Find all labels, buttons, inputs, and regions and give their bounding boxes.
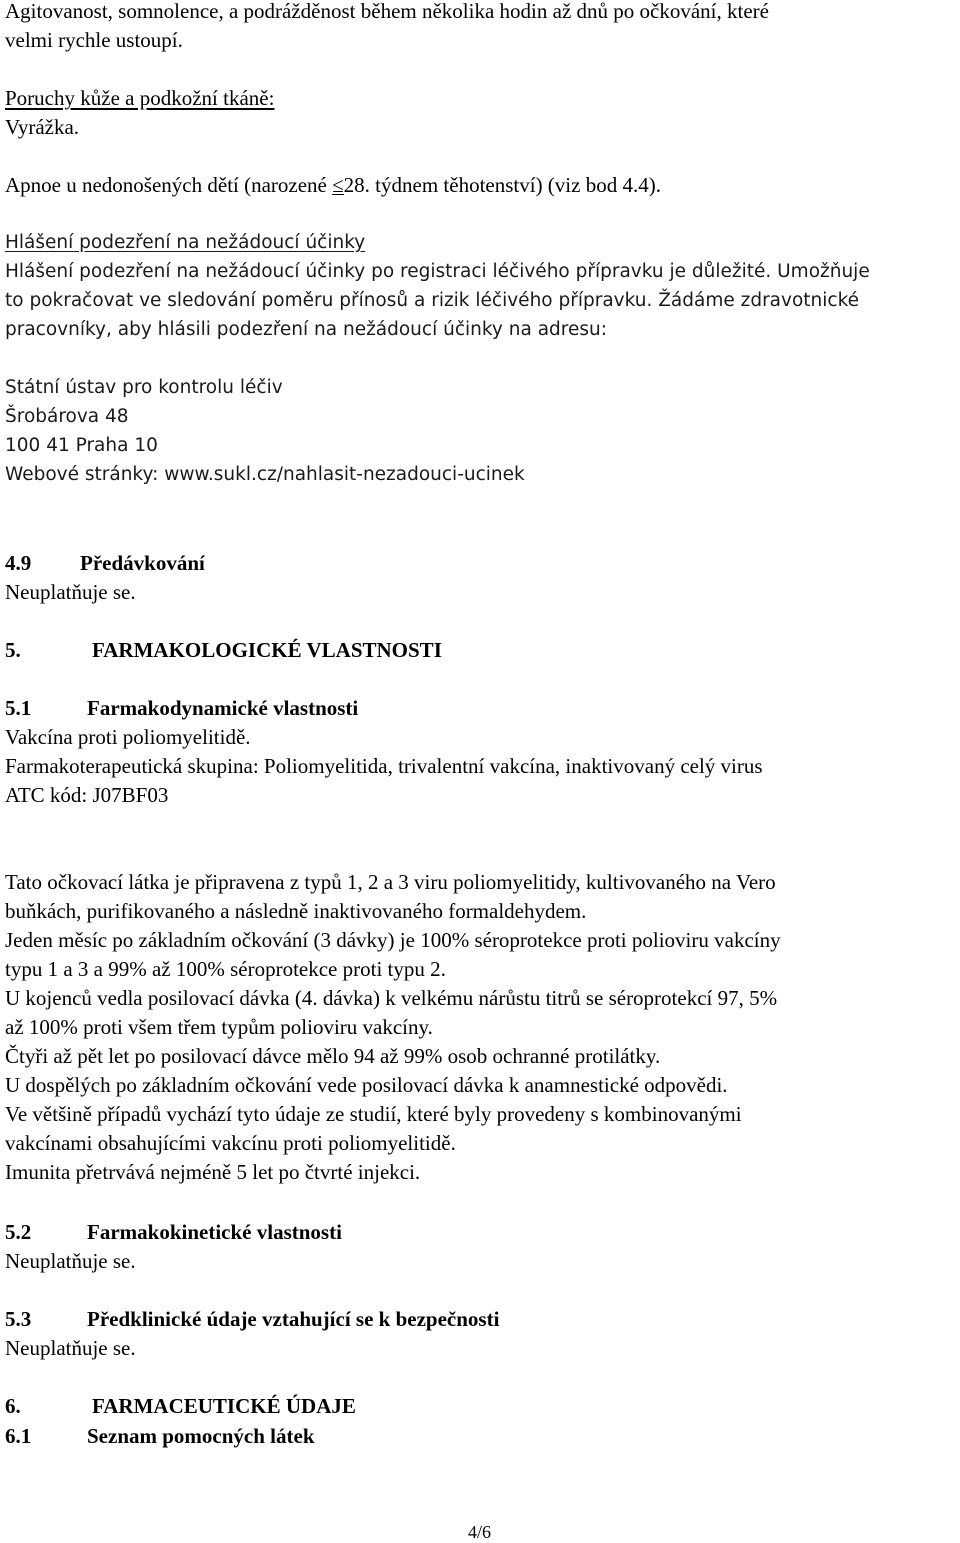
- section-5-2-heading: [5, 1218, 342, 1246]
- section-5-3-title: Předklinické údaje vztahující se k bezpečnosti: [87, 1307, 500, 1331]
- address-city: 100 41 Praha 10: [5, 435, 158, 456]
- section-4-9-text: Neuplatňuje se.: [5, 580, 136, 604]
- section-5-heading: [5, 636, 442, 664]
- section-5-1-number: 5.1: [5, 696, 32, 720]
- section-6-1-title: Seznam pomocných látek: [87, 1424, 315, 1448]
- section-5-3-text: Neuplatňuje se.: [5, 1336, 136, 1360]
- section-5-2-title: Farmakokinetické vlastnosti: [87, 1220, 342, 1244]
- apnoea-text-after: 28. týdnem těhotenství) (viz bod 4.4).: [343, 173, 661, 197]
- pd-body-line: Jeden měsíc po základním očkování (3 dávky) je 100% séroprotekce proti polioviru vakcíny: [5, 928, 781, 952]
- section-5-title: FARMAKOLOGICKÉ VLASTNOSTI: [92, 638, 442, 662]
- reporting-line3: pracovníky, aby hlásili podezření na nežádoucí účinky na adresu:: [5, 319, 607, 340]
- vaccine-description: Vakcína proti poliomyelitidě.: [5, 725, 251, 749]
- pd-body-line: až 100% proti všem třem typům polioviru vakcíny.: [5, 1015, 433, 1039]
- section-4-9-title: Předávkování: [80, 551, 205, 575]
- less-equal-symbol: ≤: [332, 173, 344, 197]
- pd-body-line: Imunita přetrvává nejméně 5 let po čtvrté injekci.: [5, 1160, 421, 1184]
- apnoea-text-before: Apnoe u nedonošených dětí (narozené: [5, 173, 333, 197]
- section-5-1-heading: [5, 694, 358, 722]
- pd-body-line: vakcínami obsahujícími vakcínu proti poliomyelitidě.: [5, 1131, 456, 1155]
- section-6-1-heading: [5, 1422, 315, 1450]
- section-4-9-heading: [5, 549, 205, 577]
- section-5-2-number: 5.2: [5, 1220, 32, 1244]
- pd-body-line: Čtyři až pět let po posilovací dávce mělo 94 až 99% osob ochranné protilátky.: [5, 1044, 661, 1068]
- section-5-number: 5.: [5, 638, 21, 662]
- section-5-3-number: 5.3: [5, 1307, 32, 1331]
- page-number: 4/6: [468, 1522, 492, 1542]
- atc-code: ATC kód: J07BF03: [5, 783, 169, 807]
- address-street: Šrobárova 48: [5, 406, 129, 427]
- pd-body-line: U kojenců vedla posilovací dávka (4. dávka) k velkému nárůstu titrů se séroprotekcí 97, 5%: [5, 986, 778, 1010]
- section-6-heading: [5, 1392, 356, 1420]
- pd-body-line: U dospělých po základním očkování vede posilovací dávka k anamnestické odpovědi.: [5, 1073, 728, 1097]
- adverse-agitation-line2: velmi rychle ustoupí.: [5, 28, 183, 52]
- section-6-1-number: 6.1: [5, 1424, 32, 1448]
- pharmacotherapeutic-group: Farmakoterapeutická skupina: Poliomyelitida, trivalentní vakcína, inaktivovaný celý virus: [5, 754, 763, 778]
- pd-body-line: buňkách, purifikovaného a následně inaktivovaného formaldehydem.: [5, 899, 587, 923]
- pd-body-line: typu 1 a 3 a 99% až 100% séroprotekce proti typu 2.: [5, 957, 446, 981]
- reporting-line2: to pokračovat ve sledování poměru přínosů a rizik léčivého přípravku. Žádáme zdravotnické: [5, 290, 860, 311]
- section-6-title: FARMACEUTICKÉ ÚDAJE: [92, 1394, 356, 1418]
- address-institute: Státní ústav pro kontrolu léčiv: [5, 377, 283, 398]
- reporting-heading: Hlášení podezření na nežádoucí účinky: [5, 232, 366, 253]
- address-website: Webové stránky: www.sukl.cz/nahlasit-nezadouci-ucinek: [5, 464, 525, 485]
- apnoea-line: [5, 171, 661, 199]
- pd-body-line: Ve většině případů vychází tyto údaje ze studií, které byly provedeny s kombinovanými: [5, 1102, 742, 1126]
- skin-heading: Poruchy kůže a podkožní tkáně:: [5, 86, 275, 110]
- section-4-9-number: 4.9: [5, 551, 32, 575]
- section-6-number: 6.: [5, 1394, 21, 1418]
- reporting-line1: Hlášení podezření na nežádoucí účinky po registraci léčivého přípravku je důležité. Umožňuje: [5, 261, 870, 282]
- section-5-1-title: Farmakodynamické vlastnosti: [87, 696, 359, 720]
- pd-body-line: Tato očkovací látka je připravena z typů 1, 2 a 3 viru poliomyelitidy, kultivovaného na Vero: [5, 870, 776, 894]
- adverse-agitation-line1: Agitovanost, somnolence, a podrážděnost během několika hodin až dnů po očkování, které: [5, 0, 769, 23]
- skin-text: Vyrážka.: [5, 115, 80, 139]
- section-5-2-text: Neuplatňuje se.: [5, 1249, 136, 1273]
- section-5-3-heading: [5, 1305, 499, 1333]
